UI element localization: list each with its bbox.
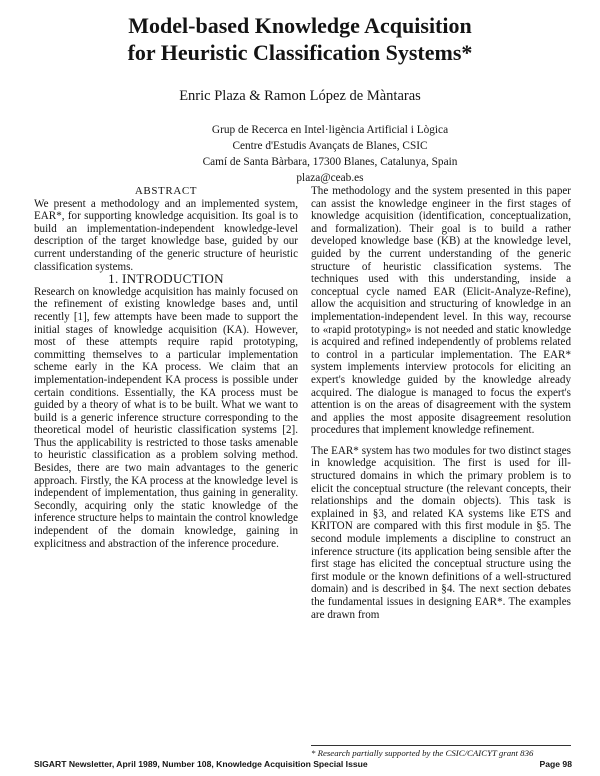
paper-title-line-2: for Heuristic Classification Systems* xyxy=(127,40,473,65)
footnote-divider xyxy=(311,745,571,746)
footnote: * Research partially supported by the CSIC/CAICYT grant 836 xyxy=(311,748,534,758)
abstract-text: We present a methodology and an implemented system, EAR*, for supporting knowledge acquisition. Its goal is to build an implementation-independent knowledge-level description of the target knowledge base, guided by our current understanding of the generic structure of heuristic classification systems. xyxy=(34,197,298,273)
affiliation-centre: Centre d'Estudis Avançats de Blanes, CSIC xyxy=(232,140,428,152)
page-footer-publication: SIGART Newsletter, April 1989, Number 108, Knowledge Acquisition Special Issue xyxy=(34,759,368,769)
introduction-heading: 1. INTRODUCTION xyxy=(108,271,224,287)
left-column xyxy=(34,185,298,550)
introduction-paragraph: Research on knowledge acquisition has mainly focused on the refinement of existing knowledge bases and, until recently [1], few attempts have been made to support the initial stages of knowledge acquisition (KA). However, most of these attempts require rapid prototyping, committing themselves to a particular implementation scheme early in the KA process. We claim that an implementation-independent KA process is possible under certain conditions. Essentially, the KA process must be guided by a theory of what is to be built. What we want to build is a generic inference structure corresponding to the theoretical model of heuristic classification systems [2]. Thus the applicability is restricted to those tasks amenable to heuristic classification as a problem solving method. Besides, there are two main advantages to the generic approach. Firstly, the KA process at the knowledge level is independent of implementation, thus gaining in generality. Secondly, acquiring only the static knowledge of the inference structure helps to maintain the control knowledge independent of the domain knowledge, gaining in explicitness and abstraction of the inference procedure. xyxy=(34,285,299,550)
abstract-heading: ABSTRACT xyxy=(134,185,198,197)
affiliation-block xyxy=(160,122,500,186)
author-email: plaza@ceab.es xyxy=(296,172,364,184)
paper-title-line-1: Model-based Knowledge Acquisition xyxy=(128,13,472,38)
affiliation-address: Camí de Santa Bàrbara, 17300 Blanes, Catalunya, Spain xyxy=(202,156,458,168)
authors: Enric Plaza & Ramon López de Màntaras xyxy=(179,88,421,104)
right-paragraph-1: The methodology and the system presented in this paper can assist the knowledge engineer in the first stages of knowledge acquisition (identification, conceptualization, and formalization). Their goal is to build a rather developed knowledge base (KB) at the knowledge level, guided by the current understanding of the generic structure of heuristic classification systems. The techniques used with this understanding, inside a conceptual cycle named EAR (Elicit-Analyze-Refine), allow the acquisition and structuring of knowledge in an implementation-independent level. In this way, recourse to «rapid prototyping» is not needed and static knowledge is acquired and refined independently of problems related to control in a particular implementation. The EAR* system implements interview protocols for eliciting an expert's knowledge guided by the knowledge already acquired. The dialogue is managed to focus the expert's attention is on the areas of disagreement with the system and applies the most apposite disagreement resolution procedures that implement knowledge refinement. xyxy=(311,185,571,437)
paragraph-gap xyxy=(311,437,571,445)
page-footer-number: Page 98 xyxy=(539,759,572,769)
right-column xyxy=(311,185,571,621)
right-paragraph-2: The EAR* system has two modules for two distinct stages in knowledge acquisition. The first is used for ill-structured domains in which the primary problem is to elicit the conceptual structure (the relevant concepts, their relationships and the domain objects). This task is explained in §3, and related KA systems like ETS and KRITON are compared with this first module in §5. The second module implements a discipline to construct an inference structure (its application being sensible after the first stage has elicited the conceptual structure using the first module or the known definitions of a well-structured domain) and is described in §4. The next section debates the fundamental issues in designing EAR*. The examples are drawn from xyxy=(311,444,571,621)
affiliation-group: Grup de Recerca en Intel·ligència Artificial i Lògica xyxy=(211,124,449,136)
